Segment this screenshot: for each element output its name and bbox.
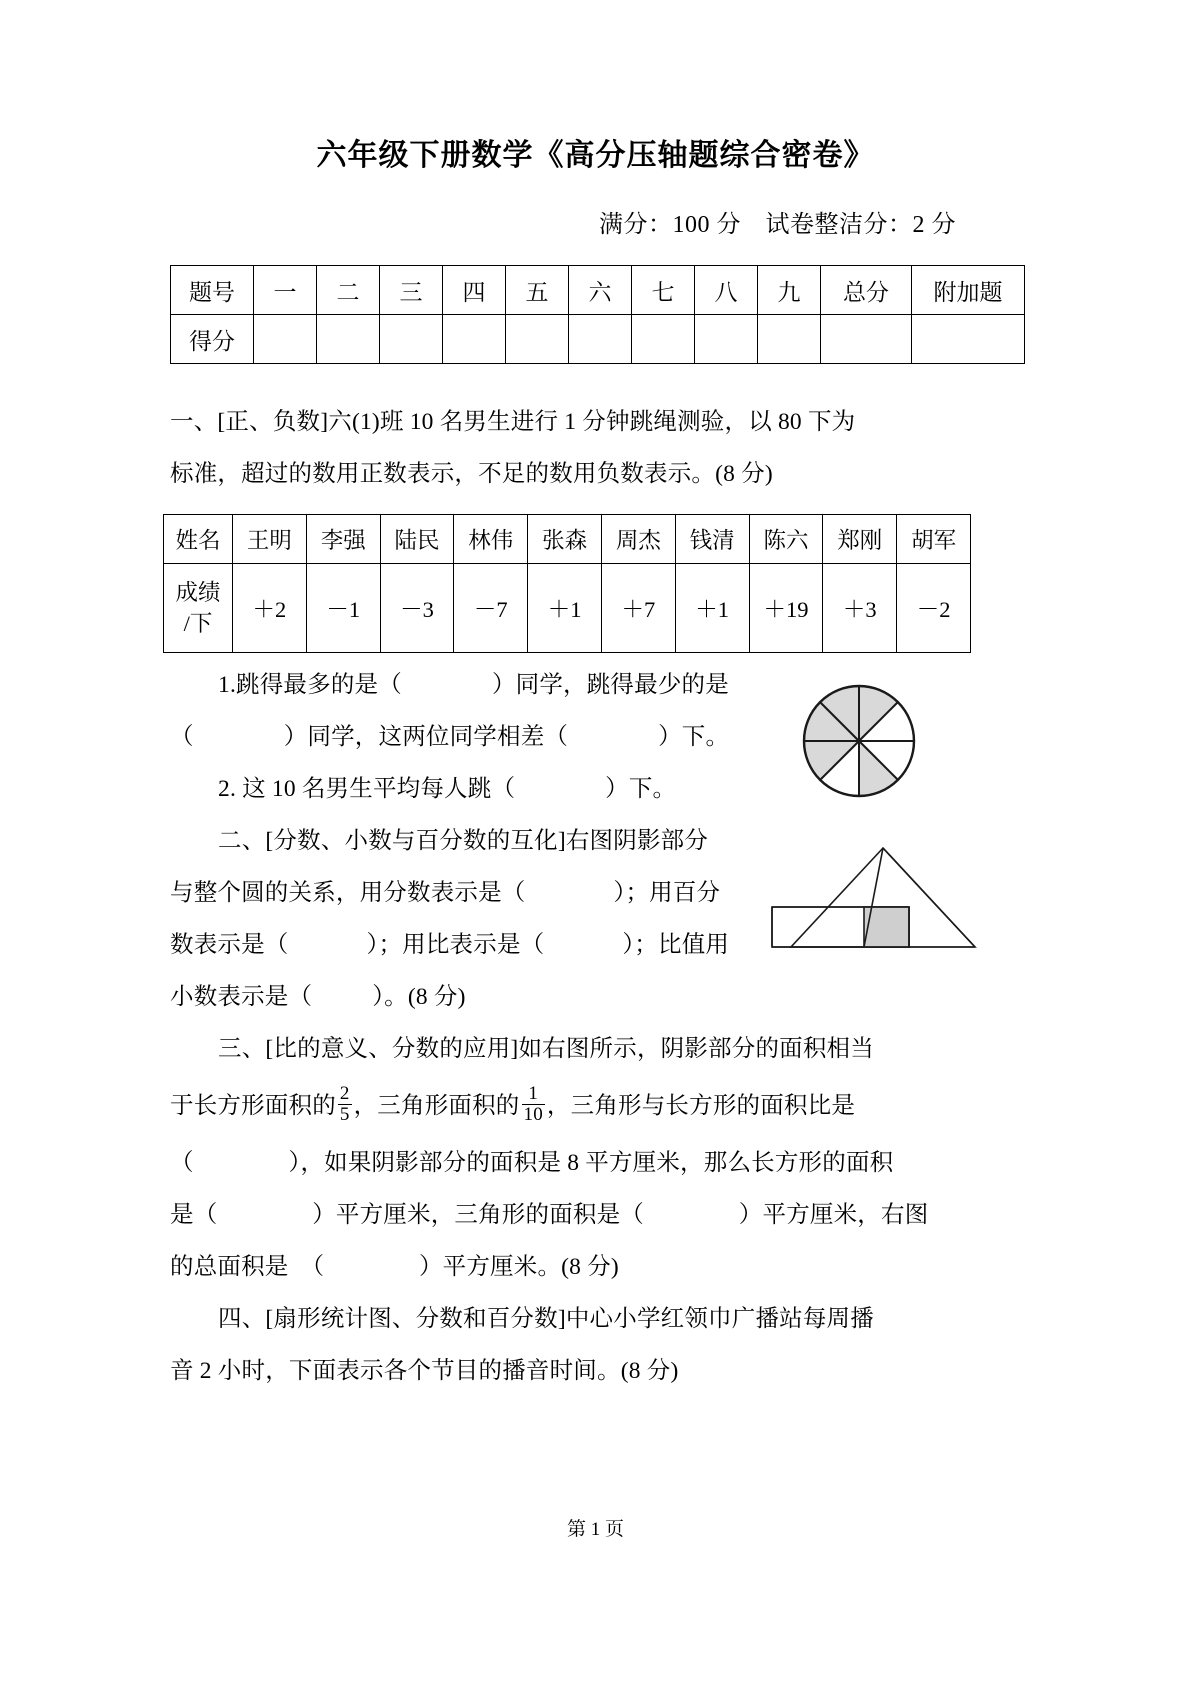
score-col-5: 五 (506, 266, 569, 315)
question-2-line-2 (0, 867, 1191, 919)
q2-line3-a: 数表示是（ (170, 932, 289, 958)
score-cell-4[interactable] (443, 315, 506, 364)
question-1-sub-2 (0, 763, 1191, 815)
score-cell-8[interactable] (695, 315, 758, 364)
names-row (164, 515, 971, 564)
page-footer (0, 1508, 1191, 1541)
student-score-10: －2 (897, 564, 971, 653)
fraction-numerator-2: 1 (528, 1083, 539, 1105)
q1-sub2-a: 2. 这 10 名男生平均每人跳（ (218, 776, 516, 802)
question-1-line-1: 一、[正、负数]六(1)班 10 名男生进行 1 分钟跳绳测验，以 80 下为 (170, 409, 856, 435)
rectangle-triangle-figure (770, 845, 985, 955)
page-number: 第 1 页 (566, 1519, 624, 1540)
score-col-2: 二 (317, 266, 380, 315)
names-score-table (163, 514, 971, 653)
fraction-denominator: 5 (339, 1104, 350, 1126)
score-col-8: 八 (695, 266, 758, 315)
page-title: 六年级下册数学《高分压轴题综合密卷》 (316, 139, 875, 172)
student-name-9: 郑刚 (823, 515, 897, 564)
score-table (170, 265, 1025, 364)
score-col-total: 总分 (821, 266, 912, 315)
fraction-two-fifths (338, 1084, 352, 1125)
student-name-7: 钱清 (675, 515, 749, 564)
names-header-cell: 姓名 (164, 515, 233, 564)
score-table-value-row (171, 315, 1025, 364)
question-3-line-2 (0, 1075, 1191, 1137)
student-name-10: 胡军 (897, 515, 971, 564)
student-score-7: ＋1 (675, 564, 749, 653)
fraction-numerator: 2 (339, 1083, 350, 1105)
q3-line2-a: 于长方形面积的 (170, 1093, 336, 1119)
student-name-8: 陈六 (749, 515, 823, 564)
student-score-1: ＋2 (233, 564, 307, 653)
pie-chart-svg (800, 682, 918, 800)
score-col-3: 三 (380, 266, 443, 315)
score-table-header-row (171, 266, 1025, 315)
student-name-3: 陆民 (380, 515, 454, 564)
q4-line1: 四、[扇形统计图、分数和百分数]中心小学红领巾广播站每周播 (218, 1306, 874, 1332)
question-3-line-4: 是（ ）平方厘米，三角形的面积是（ ）平方厘米，右图 (170, 1202, 929, 1228)
fraction-one-tenth (522, 1084, 545, 1125)
scores-header-bottom: /下 (183, 611, 213, 636)
score-table-row-label: 题号 (171, 266, 254, 315)
student-score-5: ＋1 (528, 564, 602, 653)
score-cell-1[interactable] (254, 315, 317, 364)
fraction-denominator-2: 10 (523, 1104, 543, 1126)
shaded-pie-chart-figure (800, 682, 918, 805)
student-name-4: 林伟 (454, 515, 528, 564)
question-2-line-4 (0, 971, 1191, 1023)
question-3-line-3: （ ），如果阴影部分的面积是 8 平方厘米，那么长方形的面积 (170, 1150, 894, 1176)
exam-subtitle: 满分：100 分 试卷整洁分：2 分 (599, 212, 956, 238)
score-cell-3[interactable] (380, 315, 443, 364)
score-table-container (0, 265, 1191, 364)
q1-sub2-b: ）下。 (605, 776, 677, 802)
score-col-9: 九 (758, 266, 821, 315)
question-2-line-1 (0, 815, 1191, 867)
student-name-1: 王明 (233, 515, 307, 564)
scores-row (164, 564, 971, 653)
question-3-line-5: 的总面积是 （ ）平方厘米。(8 分) (170, 1254, 619, 1280)
scores-header-top: 成绩 (175, 580, 221, 605)
q3-line2-b: ，三角形面积的 (353, 1093, 520, 1119)
geometry-svg (770, 845, 985, 950)
score-cell-6[interactable] (569, 315, 632, 364)
score-col-extra: 附加题 (912, 266, 1025, 315)
score-cell-extra[interactable] (912, 315, 1025, 364)
student-score-4: －7 (454, 564, 528, 653)
student-score-2: －1 (306, 564, 380, 653)
score-col-7: 七 (632, 266, 695, 315)
question-3-line-1 (0, 1023, 1191, 1075)
question-4-line-1 (0, 1293, 1191, 1345)
student-name-6: 周杰 (601, 515, 675, 564)
scores-header-cell (164, 564, 233, 653)
q2-line3-c: ）；比值用 (622, 932, 730, 958)
student-score-8: ＋19 (749, 564, 823, 653)
question-1-sub-1-line-1 (0, 659, 1191, 711)
question-4-line-2: 音 2 小时，下面表示各个节目的播音时间。(8 分) (170, 1358, 679, 1384)
student-score-3: －3 (380, 564, 454, 653)
q3-line2-c: ，三角形与长方形的面积比是 (546, 1093, 856, 1119)
q1-sub1-c: （ (170, 724, 194, 750)
q1-sub1-e: ）下。 (658, 724, 730, 750)
student-score-6: ＋7 (601, 564, 675, 653)
question-1-line-2: 标准，超过的数用正数表示，不足的数用负数表示。(8 分) (170, 461, 773, 487)
q2-line4-a: 小数表示是（ (170, 984, 313, 1010)
score-col-4: 四 (443, 266, 506, 315)
q2-line2-a: 与整个圆的关系，用分数表示是（ (170, 880, 526, 906)
score-row-label-points: 得分 (171, 315, 254, 364)
score-cell-total[interactable] (821, 315, 912, 364)
student-name-2: 李强 (306, 515, 380, 564)
q2-line1: 二、[分数、小数与百分数的互化]右图阴影部分 (218, 828, 709, 854)
q3-line1: 三、[比的意义、分数的应用]如右图所示，阴影部分的面积相当 (218, 1036, 874, 1062)
question-2-line-3 (0, 919, 1191, 971)
q2-line3-b: ）；用比表示是（ (366, 932, 545, 958)
student-score-9: ＋3 (823, 564, 897, 653)
q2-line4-b: ）。(8 分) (372, 984, 466, 1010)
q1-sub1-b: ）同学，跳得最少的是 (491, 672, 729, 698)
score-cell-2[interactable] (317, 315, 380, 364)
question-1-sub-1-line-2 (0, 711, 1191, 763)
score-cell-9[interactable] (758, 315, 821, 364)
score-col-6: 六 (569, 266, 632, 315)
score-cell-7[interactable] (632, 315, 695, 364)
q2-line2-b: ）；用百分 (613, 880, 721, 906)
score-col-1: 一 (254, 266, 317, 315)
score-cell-5[interactable] (506, 315, 569, 364)
student-name-5: 张森 (528, 515, 602, 564)
q1-sub1-a: 1.跳得最多的是（ (218, 672, 402, 698)
q1-sub1-d: ）同学，这两位同学相差（ (283, 724, 569, 750)
names-table-container (0, 514, 1191, 653)
